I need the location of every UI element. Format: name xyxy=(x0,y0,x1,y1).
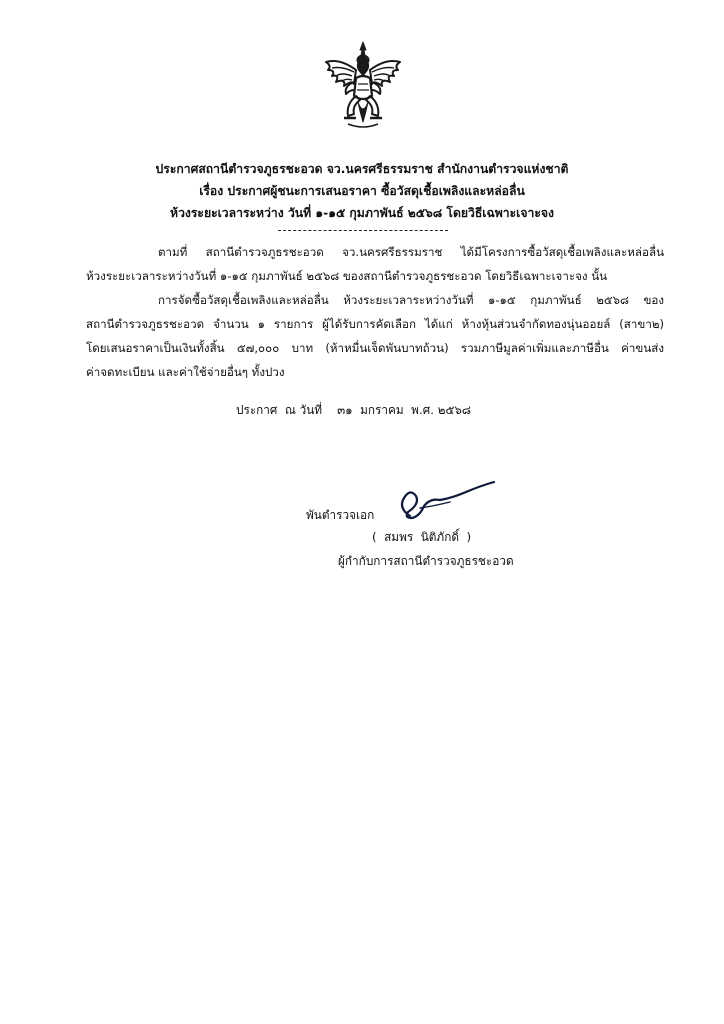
paragraph-2-line-3: โดยเสนอราคาเป็นเงินทั้งสิ้น ๕๗,๐๐๐ บาท (ห้าหมื่นเจ็ดพันบาทถ้วน) รวมภาษีมูลค่าเพิ่มและภาษีอื่น ค่าขนส่ง xyxy=(86,341,664,355)
announcement-period: ห้วงระยะเวลาระหว่าง วันที่ ๑-๑๕ กุมภาพันธ์ ๒๕๖๘ โดยวิธีเฉพาะเจาะจง xyxy=(170,206,554,220)
signatory-rank: พันตำรวจเอก xyxy=(306,508,375,522)
paragraph-1-line-1: ตามที่ สถานีตำรวจภูธรชะอวด จว.นครศรีธรรมราช ได้มีโครงการซื้อวัสดุเชื้อเพลิงและหล่อลื่น xyxy=(158,245,664,259)
paragraph-2-line-1: การจัดซื้อวัสดุเชื้อเพลิงและหล่อลื่น ห้วงระยะเวลาระหว่างวันที่ ๑-๑๕ กุมภาพันธ์ ๒๕๖๘ ของ xyxy=(158,293,664,307)
announcement-date: ประกาศ ณ วันที่ ๓๑ มกราคม พ.ศ. ๒๕๖๘ xyxy=(236,403,471,417)
signatory-position: ผู้กำกับการสถานีตำรวจภูธรชะอวด xyxy=(338,554,514,568)
paragraph-2-line-4: ค่าจดทะเบียน และค่าใช้จ่ายอื่นๆ ทั้งปวง xyxy=(86,365,285,379)
handwritten-signature-icon xyxy=(390,478,510,528)
announcement-subject: เรื่อง ประกาศผู้ชนะการเสนอราคา ซื้อวัสดุเชื้อเพลิงและหล่อลื่น xyxy=(199,184,525,198)
paragraph-2-line-2: สถานีตำรวจภูธรชะอวด จำนวน ๑ รายการ ผู้ได้รับการคัดเลือก ได้แก่ ห้างหุ้นส่วนจำกัดทองนุ่นออยล์ (สาขา๒) xyxy=(86,317,664,331)
paragraph-1-line-2: ห้วงระยะเวลาระหว่างวันที่ ๑-๑๕ กุมภาพันธ์ ๒๕๖๘ ของสถานีตำรวจภูธรชะอวด โดยวิธีเฉพาะเจาะจง นั้น xyxy=(86,269,608,283)
garuda-emblem-icon xyxy=(318,40,408,132)
title-divider xyxy=(278,230,448,231)
signatory-name: ( สมพร นิติภักดิ์ ) xyxy=(372,530,472,544)
announcement-title: ประกาศสถานีตำรวจภูธรชะอวด จว.นครศรีธรรมราช สำนักงานตำรวจแห่งชาติ xyxy=(155,162,569,176)
